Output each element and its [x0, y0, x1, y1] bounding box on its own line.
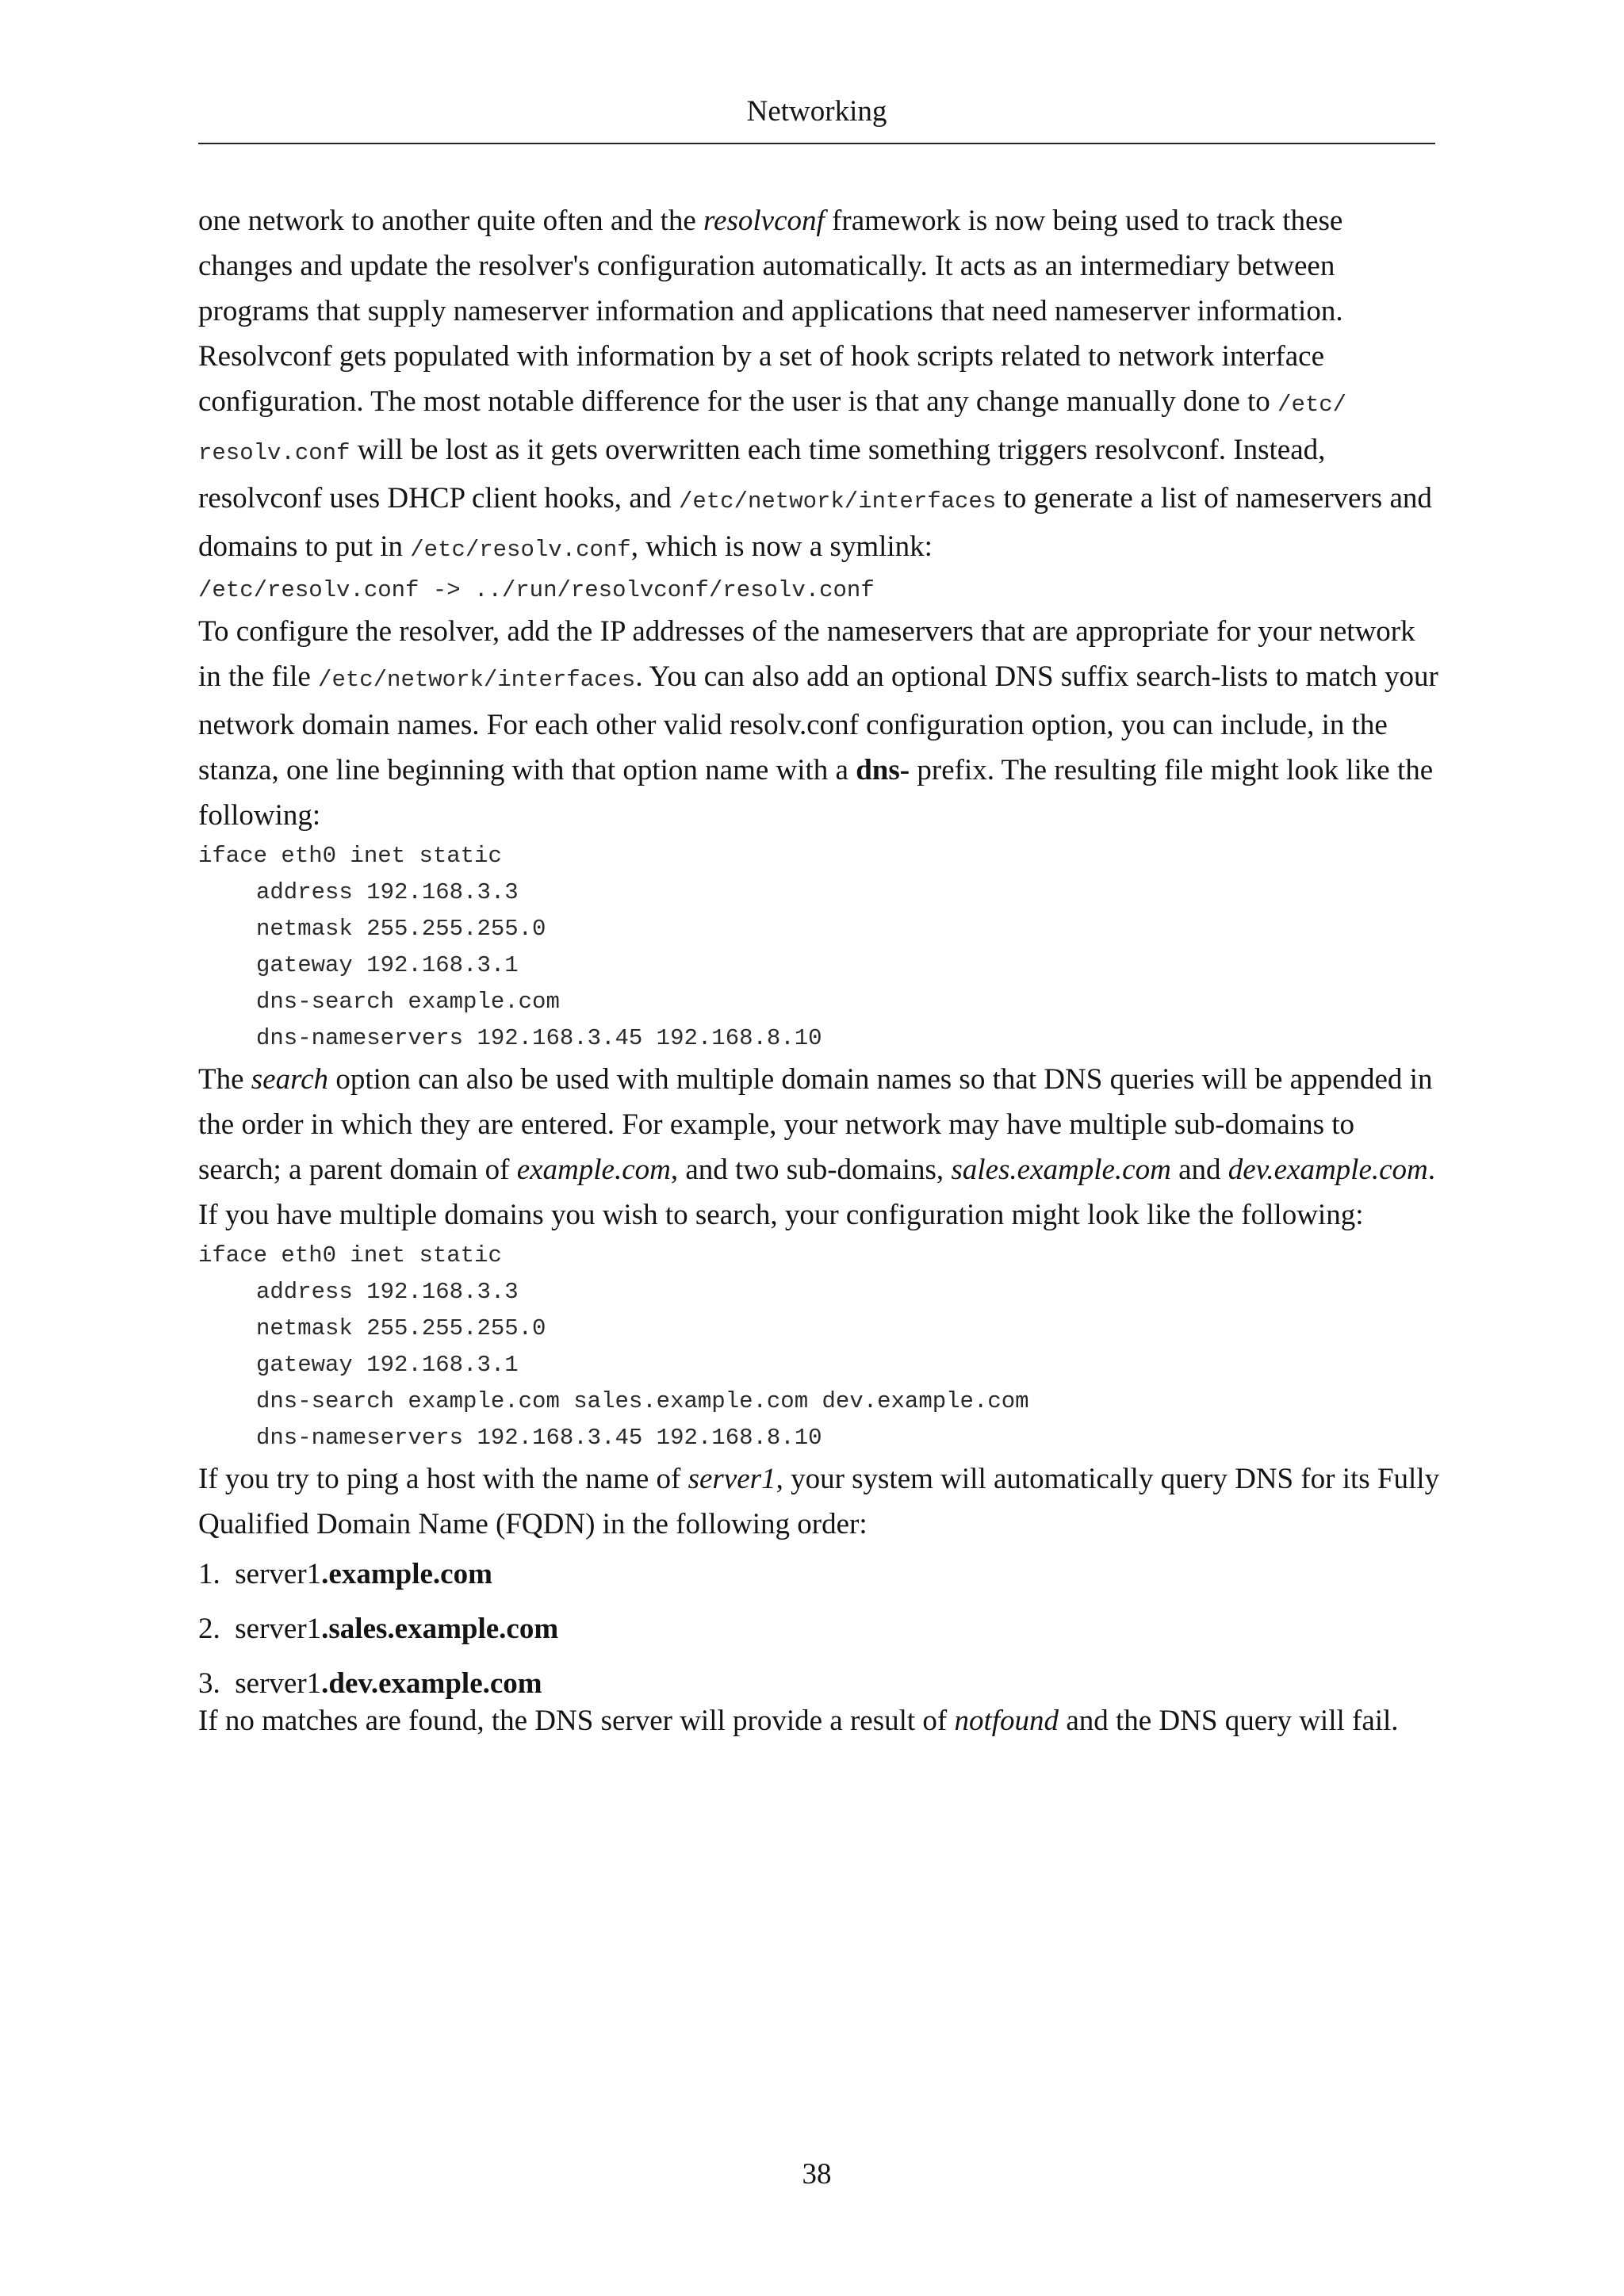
list-number: 2.: [198, 1613, 220, 1645]
running-header: Networking: [746, 95, 887, 128]
code-line: dns-nameservers 192.168.3.45 192.168.8.10: [256, 1025, 822, 1051]
list-item: [198, 1559, 1443, 1589]
code-line: dns-search example.com: [256, 989, 560, 1015]
page-number: 38: [802, 2158, 832, 2191]
interfaces-code-block-1: [198, 838, 1443, 1057]
inline-code: /etc/resolv.conf: [410, 537, 631, 563]
code-line: gateway 192.168.3.1: [256, 1352, 519, 1378]
code-line: dns-nameservers 192.168.3.45 192.168.8.10: [256, 1425, 822, 1451]
emphasis: resolvconf: [703, 205, 825, 237]
interfaces-code-block-2: [198, 1238, 1443, 1456]
list-item: [198, 1614, 1443, 1644]
text: and the DNS query will fail.: [1059, 1705, 1399, 1737]
header-rule: [198, 143, 1435, 144]
host-name: server1: [235, 1667, 322, 1700]
code-line: netmask 255.255.255.0: [256, 916, 546, 942]
emphasis: notfound: [954, 1705, 1059, 1737]
code-line: address 192.168.3.3: [256, 1279, 519, 1305]
text: prefix. The resulting file might look like the following:: [198, 754, 1434, 832]
code-line: /etc/resolv.conf -> ../run/resolvconf/resolv.conf: [198, 577, 875, 603]
list-item: [198, 1669, 1443, 1698]
domain-suffix: .sales.example.com: [321, 1613, 559, 1645]
code-line: iface eth0 inet static: [198, 843, 502, 869]
text: one network to another quite often and the: [198, 205, 704, 237]
text: The: [198, 1063, 251, 1096]
code-line: dns-search example.com sales.example.com dev.example.com: [256, 1388, 1029, 1414]
domain-suffix: .dev.example.com: [321, 1667, 542, 1700]
text: framework is now being used to track these changes and update the resolver's configuration automatically. It acts as an intermediary between programs that supply nameserver information and applications that need nameserver information. Resolvconf gets populated with information by a set of hook scripts related to network interface configuration. The most notable difference for the user is that any change manually done to: [198, 205, 1343, 418]
bold-text: dns-: [856, 754, 910, 786]
code-line: gateway 192.168.3.1: [256, 952, 519, 978]
text: to generate a list of nameservers and domains to put in: [198, 482, 1432, 563]
text: , which is now a symlink:: [630, 530, 933, 563]
paragraph-resolvconf-intro: [198, 198, 1443, 572]
paragraph-configure-resolver: [198, 609, 1443, 838]
symlink-code-block: [198, 572, 1443, 609]
paragraph-multiple-domains: If you have multiple domains you wish to search, your configuration might look like the following:: [198, 1199, 1364, 1231]
text: and: [1170, 1154, 1228, 1186]
list-number: 1.: [198, 1558, 220, 1590]
text: . You can also add an optional DNS suffix search-lists to match your network domain names. For each other valid resolv.conf configuration option, you can include, in the stanza, one line beginning with that option name with a: [198, 660, 1438, 786]
inline-code: /etc/ resolv.conf: [198, 392, 1347, 466]
text: , your system will automatically query DNS for its Fully Qualified Domain Name (FQDN) in the following order:: [198, 1463, 1440, 1540]
code-line: address 192.168.3.3: [256, 879, 519, 905]
text: If no matches are found, the DNS server will provide a result of: [198, 1705, 955, 1737]
paragraph-ping-host: [198, 1456, 1443, 1547]
emphasis: sales.example.com: [951, 1154, 1171, 1186]
inline-code: /etc/network/interfaces: [678, 488, 997, 515]
emphasis: dev.example.com: [1228, 1154, 1428, 1186]
text: .: [1427, 1154, 1436, 1186]
text: option can also be used with multiple domain names so that DNS queries will be appended in the order in which they are entered. For example, your network may have multiple sub-domains to search; a parent domain of: [198, 1063, 1433, 1186]
text: If you try to ping a host with the name of: [198, 1463, 688, 1495]
paragraph-no-matches: [198, 1698, 1443, 1743]
emphasis: example.com: [516, 1154, 671, 1186]
code-line: netmask 255.255.255.0: [256, 1315, 546, 1341]
text: will be lost as it gets overwritten each time something triggers resolvconf. Instead, resolvconf uses DHCP client hooks, and: [198, 434, 1326, 515]
code-line: iface eth0 inet static: [198, 1242, 502, 1269]
emphasis: server1: [688, 1463, 776, 1495]
emphasis: search: [251, 1063, 329, 1096]
host-name: server1: [235, 1613, 322, 1645]
page-content: [198, 198, 1443, 1743]
list-number: 3.: [198, 1667, 220, 1700]
domain-suffix: .example.com: [321, 1558, 492, 1590]
fqdn-order-list: [198, 1559, 1443, 1698]
inline-code: /etc/network/interfaces: [318, 667, 636, 693]
host-name: server1: [235, 1558, 322, 1590]
paragraph-search-option: [198, 1057, 1443, 1192]
text: To configure the resolver, add the IP addresses of the nameservers that are appropriate for your network in the file: [198, 615, 1415, 693]
text: , and two sub-domains,: [670, 1154, 952, 1186]
